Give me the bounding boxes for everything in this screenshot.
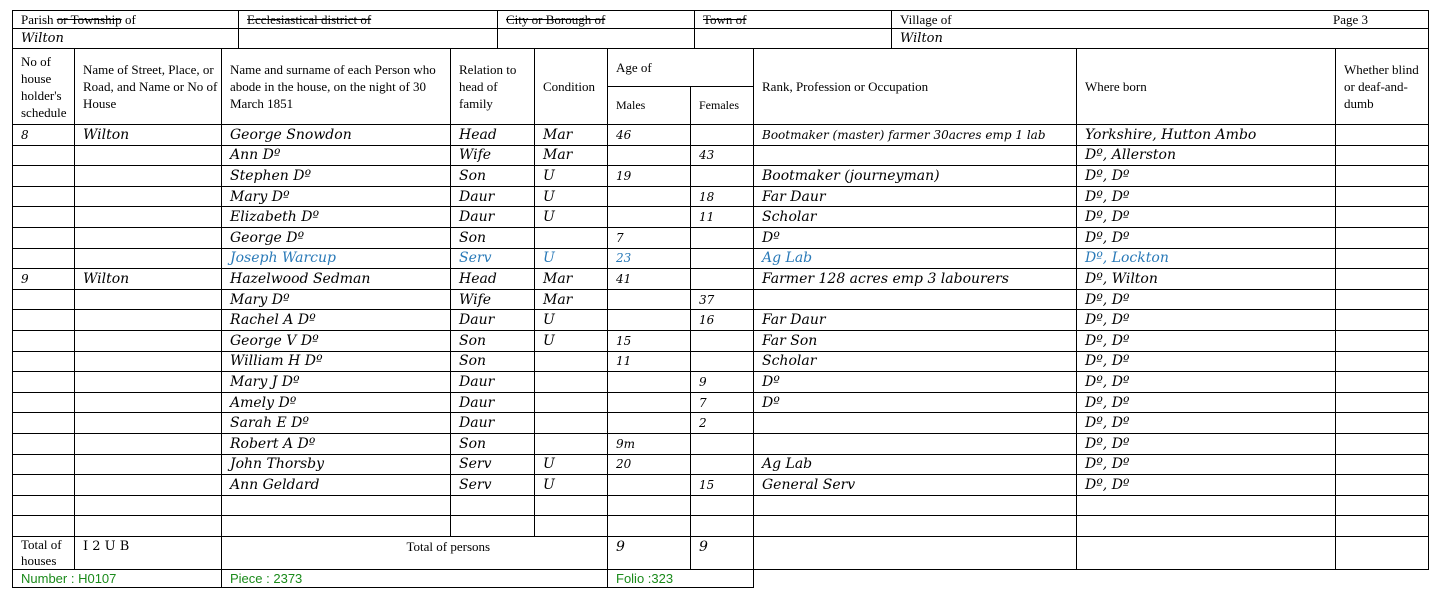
cell-females <box>691 269 754 290</box>
cell-name: Sarah E Dº <box>222 413 451 434</box>
parish-label: Parish <box>21 11 54 27</box>
cell-relation: Son <box>451 351 535 372</box>
eccl-label: Ecclesiastical district of <box>239 11 498 29</box>
cell-born: Dº, Dº <box>1077 166 1336 187</box>
footer-number: Number : H0107 <box>13 569 222 587</box>
cell-females <box>691 330 754 351</box>
cell-males <box>608 207 691 228</box>
col-street-header: Name of Street, Place, or Road, and Name or No of House <box>75 49 222 125</box>
cell-males <box>608 145 691 166</box>
cell-blind <box>1336 495 1429 516</box>
cell-occupation: Scholar <box>754 351 1077 372</box>
cell-blind <box>1336 145 1429 166</box>
cell-occupation: Dº <box>754 392 1077 413</box>
cell-relation: Daur <box>451 392 535 413</box>
cell-name: Stephen Dº <box>222 166 451 187</box>
totals-born-blank <box>1077 536 1336 569</box>
cell-street <box>75 372 222 393</box>
cell-born: Dº, Wilton <box>1077 269 1336 290</box>
cell-relation: Head <box>451 125 535 146</box>
cell-relation: Daur <box>451 310 535 331</box>
cell-occupation: Far Daur <box>754 186 1077 207</box>
cell-street <box>75 495 222 516</box>
table-row <box>13 413 1429 434</box>
cell-street <box>75 475 222 496</box>
cell-females <box>691 166 754 187</box>
total-persons-label <box>406 536 608 569</box>
village-label-cell <box>892 11 1429 29</box>
cell-name: Mary J Dº <box>222 372 451 393</box>
cell-name: Mary Dº <box>222 186 451 207</box>
cell-relation: Son <box>451 166 535 187</box>
cell-males: 20 <box>608 454 691 475</box>
cell-relation: Serv <box>451 454 535 475</box>
cell-females <box>691 495 754 516</box>
table-row <box>13 145 1429 166</box>
cell-relation: Daur <box>451 413 535 434</box>
cell-schedule <box>13 166 75 187</box>
cell-females: 7 <box>691 392 754 413</box>
cell-blind <box>1336 166 1429 187</box>
cell-males <box>608 392 691 413</box>
cell-street <box>75 413 222 434</box>
cell-occupation: Far Daur <box>754 310 1077 331</box>
table-row <box>13 248 1429 269</box>
cell-born: Dº, Allerston <box>1077 145 1336 166</box>
cell-name: William H Dº <box>222 351 451 372</box>
cell-street <box>75 289 222 310</box>
cell-males <box>608 495 691 516</box>
cell-males: 41 <box>608 269 691 290</box>
cell-occupation <box>754 516 1077 537</box>
cell-females: 16 <box>691 310 754 331</box>
cell-blind <box>1336 475 1429 496</box>
cell-females: 43 <box>691 145 754 166</box>
cell-relation: Son <box>451 227 535 248</box>
cell-condition <box>535 392 608 413</box>
cell-schedule <box>13 413 75 434</box>
cell-males: 9m <box>608 433 691 454</box>
cell-condition: Mar <box>535 269 608 290</box>
parish-value: Wilton <box>13 29 239 49</box>
table-row <box>13 289 1429 310</box>
cell-males: 19 <box>608 166 691 187</box>
cell-females: 9 <box>691 372 754 393</box>
cell-condition: U <box>535 330 608 351</box>
cell-name: Robert A Dº <box>222 433 451 454</box>
cell-occupation <box>754 289 1077 310</box>
table-row <box>13 269 1429 290</box>
cell-blind <box>1336 289 1429 310</box>
table-row <box>13 516 1429 537</box>
cell-males <box>608 186 691 207</box>
census-rows <box>13 125 1429 537</box>
cell-name: Mary Dº <box>222 289 451 310</box>
footer-folio: Folio :323 <box>608 569 754 587</box>
cell-born: Dº, Dº <box>1077 186 1336 207</box>
cell-schedule <box>13 227 75 248</box>
cell-condition <box>535 516 608 537</box>
cell-schedule <box>13 248 75 269</box>
col-born-header: Where born <box>1077 49 1336 125</box>
table-row <box>13 166 1429 187</box>
cell-condition <box>535 433 608 454</box>
cell-males <box>608 413 691 434</box>
cell-relation <box>451 516 535 537</box>
census-table <box>12 48 1429 588</box>
col-age-header: Age of <box>608 49 754 87</box>
table-row <box>13 207 1429 228</box>
cell-born: Yorkshire, Hutton Ambo <box>1077 125 1336 146</box>
cell-name: Ann Dº <box>222 145 451 166</box>
cell-males: 23 <box>608 248 691 269</box>
cell-condition: U <box>535 475 608 496</box>
cell-occupation <box>754 495 1077 516</box>
cell-condition: Mar <box>535 125 608 146</box>
cell-schedule <box>13 516 75 537</box>
cell-name <box>222 495 451 516</box>
col-males-header: Males <box>608 87 691 125</box>
header-table <box>12 10 1429 49</box>
cell-schedule: 8 <box>13 125 75 146</box>
cell-street <box>75 433 222 454</box>
cell-blind <box>1336 207 1429 228</box>
cell-condition <box>535 227 608 248</box>
cell-name <box>222 516 451 537</box>
cell-born: Dº, Dº <box>1077 475 1336 496</box>
table-row <box>13 392 1429 413</box>
cell-street <box>75 248 222 269</box>
cell-relation: Wife <box>451 289 535 310</box>
cell-schedule <box>13 186 75 207</box>
cell-born: Dº, Dº <box>1077 227 1336 248</box>
cell-street <box>75 454 222 475</box>
cell-street <box>75 310 222 331</box>
cell-street <box>75 392 222 413</box>
cell-schedule <box>13 207 75 228</box>
cell-born: Dº, Dº <box>1077 454 1336 475</box>
cell-females <box>691 125 754 146</box>
total-persons-text: Total of persons <box>406 538 491 554</box>
totals-row <box>13 536 1429 569</box>
cell-males <box>608 289 691 310</box>
cell-name: Joseph Warcup <box>222 248 451 269</box>
cell-schedule <box>13 145 75 166</box>
cell-condition <box>535 372 608 393</box>
cell-females <box>691 351 754 372</box>
cell-schedule <box>13 372 75 393</box>
cell-blind <box>1336 392 1429 413</box>
cell-blind <box>1336 433 1429 454</box>
cell-males: 46 <box>608 125 691 146</box>
cell-relation: Son <box>451 330 535 351</box>
cell-occupation: Bootmaker (journeyman) <box>754 166 1077 187</box>
cell-schedule <box>13 351 75 372</box>
cell-born <box>1077 516 1336 537</box>
eccl-value <box>239 29 498 49</box>
page-number: Page 3 <box>1332 11 1368 27</box>
cell-relation: Son <box>451 433 535 454</box>
cell-females: 18 <box>691 186 754 207</box>
cell-blind <box>1336 248 1429 269</box>
footer-blank <box>754 569 1429 587</box>
town-label: Town of <box>695 11 892 29</box>
cell-street <box>75 145 222 166</box>
cell-name: Elizabeth Dº <box>222 207 451 228</box>
cell-born <box>1077 495 1336 516</box>
cell-condition: U <box>535 207 608 228</box>
cell-blind <box>1336 351 1429 372</box>
cell-name: Amely Dº <box>222 392 451 413</box>
col-name-header: Name and surname of each Person who abode in the house, on the night of 30 March 1851 <box>222 49 451 125</box>
cell-blind <box>1336 269 1429 290</box>
cell-females: 2 <box>691 413 754 434</box>
cell-schedule: 9 <box>13 269 75 290</box>
cell-condition <box>535 495 608 516</box>
cell-schedule <box>13 310 75 331</box>
cell-condition: U <box>535 454 608 475</box>
cell-occupation: General Serv <box>754 475 1077 496</box>
cell-males <box>608 372 691 393</box>
cell-occupation <box>754 413 1077 434</box>
cell-name: George V Dº <box>222 330 451 351</box>
cell-occupation <box>754 145 1077 166</box>
cell-street: Wilton <box>75 269 222 290</box>
cell-name: Hazelwood Sedman <box>222 269 451 290</box>
parish-struck: or Township <box>56 11 122 27</box>
village-label: Village of <box>900 11 952 27</box>
cell-schedule <box>13 392 75 413</box>
cell-relation <box>451 495 535 516</box>
table-row <box>13 186 1429 207</box>
cell-blind <box>1336 413 1429 434</box>
cell-blind <box>1336 330 1429 351</box>
cell-occupation: Farmer 128 acres emp 3 labourers <box>754 269 1077 290</box>
cell-females <box>691 227 754 248</box>
cell-blind <box>1336 516 1429 537</box>
cell-schedule <box>13 330 75 351</box>
table-row <box>13 351 1429 372</box>
cell-blind <box>1336 125 1429 146</box>
cell-street <box>75 351 222 372</box>
cell-females <box>691 433 754 454</box>
cell-schedule <box>13 454 75 475</box>
cell-born: Dº, Dº <box>1077 207 1336 228</box>
col-schedule-header: No of house holder's schedule <box>13 49 75 125</box>
table-row <box>13 330 1429 351</box>
footer-piece: Piece : 2373 <box>222 569 608 587</box>
cell-name: George Dº <box>222 227 451 248</box>
cell-females: 37 <box>691 289 754 310</box>
cell-females <box>691 516 754 537</box>
cell-condition <box>535 413 608 434</box>
cell-males: 7 <box>608 227 691 248</box>
cell-street <box>75 186 222 207</box>
cell-condition: U <box>535 186 608 207</box>
cell-street <box>75 516 222 537</box>
cell-schedule <box>13 433 75 454</box>
col-relation-header: Relation to head of family <box>451 49 535 125</box>
cell-name: Rachel A Dº <box>222 310 451 331</box>
cell-condition: Mar <box>535 145 608 166</box>
cell-born: Dº, Dº <box>1077 392 1336 413</box>
cell-blind <box>1336 372 1429 393</box>
cell-schedule <box>13 289 75 310</box>
cell-occupation <box>754 433 1077 454</box>
cell-occupation: Ag Lab <box>754 454 1077 475</box>
total-houses-value: I 2 U B <box>75 536 222 569</box>
col-occupation-header: Rank, Profession or Occupation <box>754 49 1077 125</box>
cell-occupation: Dº <box>754 227 1077 248</box>
town-value <box>695 29 892 49</box>
totals-occupation-blank <box>754 536 1077 569</box>
cell-born: Dº, Dº <box>1077 310 1336 331</box>
cell-relation: Daur <box>451 186 535 207</box>
cell-born: Dº, Dº <box>1077 433 1336 454</box>
cell-relation: Daur <box>451 372 535 393</box>
city-value <box>498 29 695 49</box>
cell-street <box>75 330 222 351</box>
footer-row <box>13 569 1429 587</box>
cell-females <box>691 248 754 269</box>
table-row <box>13 372 1429 393</box>
cell-condition: U <box>535 166 608 187</box>
cell-street <box>75 227 222 248</box>
parish-label-cell <box>13 11 239 29</box>
cell-males <box>608 310 691 331</box>
cell-born: Dº, Dº <box>1077 413 1336 434</box>
cell-schedule <box>13 495 75 516</box>
cell-street <box>75 166 222 187</box>
table-row <box>13 475 1429 496</box>
cell-schedule <box>13 475 75 496</box>
total-females: 9 <box>691 536 754 569</box>
village-value: Wilton <box>892 29 1429 49</box>
table-row <box>13 125 1429 146</box>
table-row <box>13 433 1429 454</box>
totals-blind-blank <box>1336 536 1429 569</box>
cell-occupation: Dº <box>754 372 1077 393</box>
cell-condition: U <box>535 248 608 269</box>
cell-occupation: Far Son <box>754 330 1077 351</box>
cell-name: Ann Geldard <box>222 475 451 496</box>
cell-condition: Mar <box>535 289 608 310</box>
total-houses-label: Total of houses <box>13 536 75 569</box>
cell-born: Dº, Dº <box>1077 330 1336 351</box>
cell-males <box>608 475 691 496</box>
cell-males: 11 <box>608 351 691 372</box>
cell-females: 15 <box>691 475 754 496</box>
cell-males: 15 <box>608 330 691 351</box>
cell-relation: Serv <box>451 248 535 269</box>
cell-street <box>75 207 222 228</box>
cell-relation: Head <box>451 269 535 290</box>
cell-condition <box>535 351 608 372</box>
cell-name: John Thorsby <box>222 454 451 475</box>
cell-condition: U <box>535 310 608 331</box>
total-males: 9 <box>608 536 691 569</box>
col-condition-header: Condition <box>535 49 608 125</box>
cell-street: Wilton <box>75 125 222 146</box>
cell-born: Dº, Dº <box>1077 372 1336 393</box>
cell-born: Dº, Dº <box>1077 351 1336 372</box>
parish-of: of <box>124 11 136 27</box>
city-label: City or Borough of <box>498 11 695 29</box>
cell-occupation: Scholar <box>754 207 1077 228</box>
table-row <box>13 454 1429 475</box>
cell-born: Dº, Lockton <box>1077 248 1336 269</box>
col-blind-header: Whether blind or deaf-and-dumb <box>1336 49 1429 125</box>
cell-occupation: Bootmaker (master) farmer 30acres emp 1 lab <box>754 125 1077 146</box>
cell-relation: Wife <box>451 145 535 166</box>
cell-blind <box>1336 227 1429 248</box>
cell-males <box>608 516 691 537</box>
cell-blind <box>1336 454 1429 475</box>
cell-blind <box>1336 186 1429 207</box>
cell-occupation: Ag Lab <box>754 248 1077 269</box>
col-females-header: Females <box>691 87 754 125</box>
cell-name: George Snowdon <box>222 125 451 146</box>
table-row <box>13 310 1429 331</box>
cell-relation: Serv <box>451 475 535 496</box>
cell-females: 11 <box>691 207 754 228</box>
table-row <box>13 227 1429 248</box>
cell-females <box>691 454 754 475</box>
cell-relation: Daur <box>451 207 535 228</box>
cell-born: Dº, Dº <box>1077 289 1336 310</box>
cell-blind <box>1336 310 1429 331</box>
table-row <box>13 495 1429 516</box>
